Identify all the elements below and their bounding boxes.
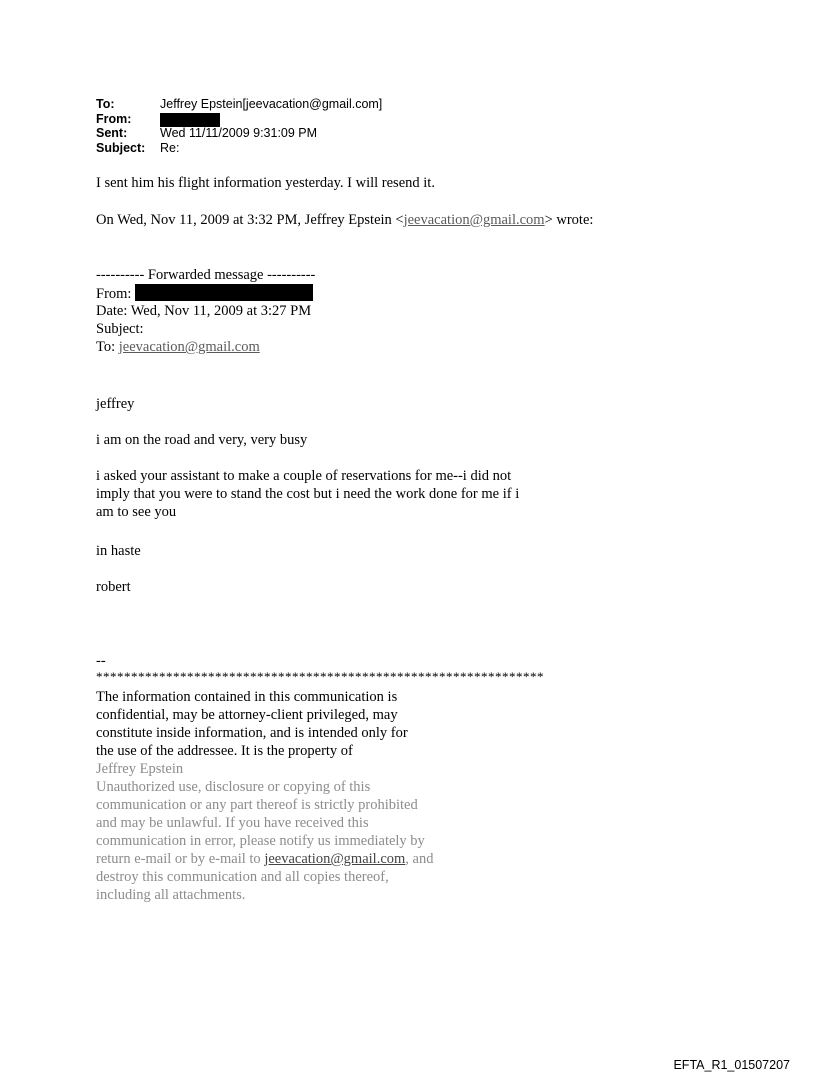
redaction-box: [160, 113, 220, 127]
sent-row: [96, 126, 382, 141]
disclaimer-suffix: , and: [405, 851, 434, 867]
disclaimer-line: communication or any part thereof is strictly prohibited: [96, 797, 418, 813]
sent-value: Wed 11/11/2009 9:31:09 PM: [160, 126, 318, 140]
body-line-2a: i asked your assistant to make a couple of reservations for me--i did not: [96, 468, 512, 484]
disclaimer-email-link[interactable]: jeevacation@gmail.com: [264, 851, 406, 867]
disclaimer-line: the use of the addressee. It is the property of: [96, 743, 353, 759]
disclaimer-line: Jeffrey Epstein: [96, 761, 184, 777]
forward-from-row: [96, 284, 313, 303]
subject-value: Re:: [160, 140, 180, 155]
body-paragraph-2: [96, 467, 519, 521]
disclaimer-line: The information contained in this communication is: [96, 689, 398, 705]
quote-prefix: On Wed, Nov 11, 2009 at 3:32 PM, Jeffrey Epstein <: [96, 212, 404, 228]
email-header: [96, 97, 382, 155]
quote-suffix: > wrote:: [544, 212, 594, 228]
disclaimer-line: [96, 850, 476, 868]
disclaimer: [96, 688, 476, 904]
from-row: [96, 112, 382, 127]
to-label: To:: [96, 97, 115, 111]
sent-label: Sent:: [96, 126, 128, 140]
signoff: robert: [96, 579, 131, 595]
forward-banner: ---------- Forwarded message ----------: [96, 267, 316, 283]
disclaimer-line: and may be unlawful. If you have received this: [96, 815, 369, 831]
disclaimer-line: confidential, may be attorney-client privileged, may: [96, 707, 398, 723]
to-value: Jeffrey Epstein[jeevacation@gmail.com]: [160, 97, 383, 111]
disclaimer-line: constitute inside information, and is intended only for: [96, 725, 408, 741]
quote-attribution: [96, 211, 593, 229]
forward-to-email-link[interactable]: jeevacation@gmail.com: [118, 339, 260, 355]
disclaimer-line: communication in error, please notify us immediately by: [96, 833, 425, 849]
signature-stars: ****************************************************************: [96, 669, 544, 684]
disclaimer-prefix: return e-mail or by e-mail to: [96, 851, 265, 867]
body-line-3: in haste: [96, 543, 141, 559]
forward-date: Date: Wed, Nov 11, 2009 at 3:27 PM: [96, 303, 312, 319]
disclaimer-line: destroy this communication and all copies thereof,: [96, 869, 389, 885]
from-label: From:: [96, 111, 132, 126]
forward-to-label: To:: [96, 339, 119, 355]
body-line-2b: imply that you were to stand the cost but i need the work done for me if i: [96, 486, 520, 502]
greeting: jeffrey: [96, 396, 135, 412]
forward-subject: Subject:: [96, 321, 144, 337]
document-id: EFTA_R1_01507207: [673, 1058, 790, 1072]
signature-dashes: --: [96, 653, 106, 669]
forward-to-row: [96, 338, 260, 356]
to-row: [96, 97, 382, 112]
disclaimer-line: Unauthorized use, disclosure or copying of this: [96, 779, 371, 795]
forward-from-label: From:: [96, 286, 136, 302]
reply-line: I sent him his flight information yesterday. I will resend it.: [96, 175, 435, 191]
redaction-box: [135, 284, 313, 301]
body-line-2c: am to see you: [96, 504, 177, 520]
disclaimer-line: including all attachments.: [96, 887, 246, 903]
quote-email-link[interactable]: jeevacation@gmail.com: [403, 212, 545, 228]
body-line-1: i am on the road and very, very busy: [96, 432, 308, 448]
subject-label: Subject:: [96, 140, 146, 155]
subject-row: [96, 141, 382, 156]
